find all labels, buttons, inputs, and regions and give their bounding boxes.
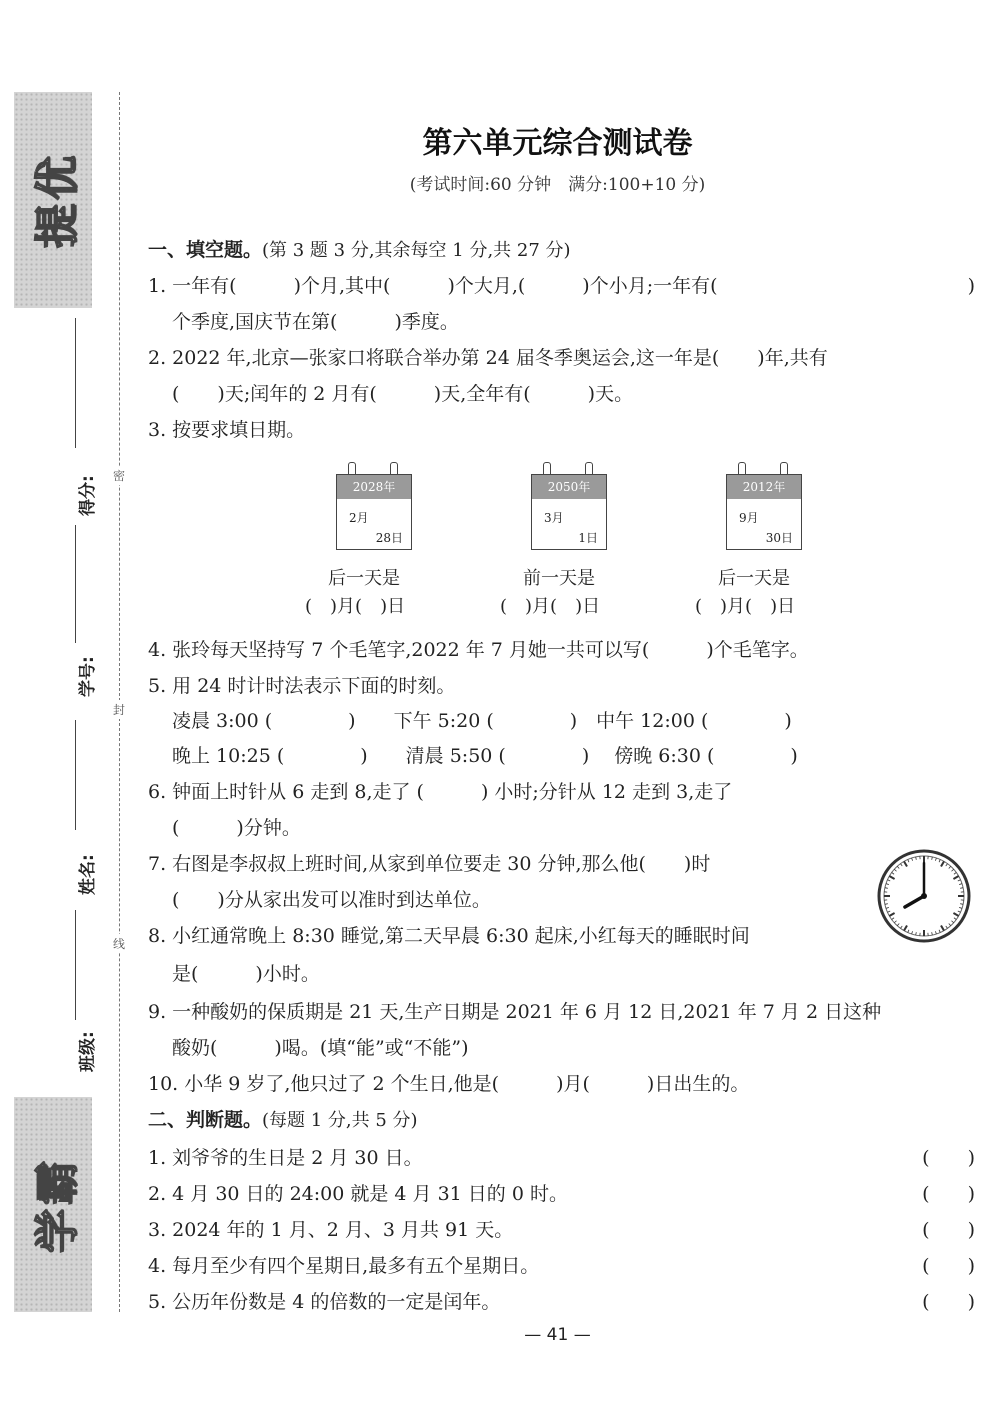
judge-answer-1[interactable]: ( ): [922, 1147, 975, 1169]
class-field: 班级:: [45, 1010, 115, 1100]
q8-line1: 8. 小红通常晚上 8:30 睡觉,第二天早晨 6:30 起床,小红每天的睡眠时间: [148, 925, 750, 947]
calendar-1-caption: 后一天是: [328, 568, 400, 589]
q6-line2: ( )分钟。: [172, 817, 301, 839]
q7-line2: ( )分从家出发可以准时到达单位。: [172, 889, 491, 911]
student-id-field: 学号:: [45, 525, 115, 725]
q5-times-row1: 凌晨 3:00 ( ) 下午 5:20 ( ) 中午 12:00 ( ): [172, 710, 792, 732]
calendar-2-caption: 前一天是: [523, 568, 595, 589]
judge-item-4: 4. 每月至少有四个星期日,最多有五个星期日。 ( ): [148, 1255, 975, 1277]
judge-answer-2[interactable]: ( ): [922, 1183, 975, 1205]
calendar-1-blank: ( )月( )日: [305, 596, 406, 617]
clock-center: [921, 893, 927, 899]
stamp-bottom-text: 学霸: [32, 1156, 83, 1253]
q5-line: 5. 用 24 时计时法表示下面的时刻。: [148, 675, 456, 697]
stamp-top-text: 提优: [32, 152, 83, 248]
q1-line1: 1. 一年有( )个月,其中( )个大月,( )个小月;一年有( ): [148, 275, 975, 297]
calendar-2-blank: ( )月( )日: [500, 596, 601, 617]
page-number: — 41 —: [524, 1325, 591, 1345]
judge-item-1: 1. 刘爷爷的生日是 2 月 30 日。 ( ): [148, 1147, 975, 1169]
q8-line2: 是( )小时。: [172, 963, 320, 985]
page-subtitle: (考试时间:60 分钟 满分:100+10 分): [409, 175, 706, 195]
judge-answer-3[interactable]: ( ): [922, 1219, 975, 1241]
stamp-top: [14, 92, 92, 308]
judge-item-3: 3. 2024 年的 1 月、2 月、3 月共 91 天。 ( ): [148, 1219, 975, 1241]
judge-item-5: 5. 公历年份数是 4 的倍数的一定是闰年。 ( ): [148, 1291, 975, 1313]
score-field: 得分:: [45, 318, 115, 518]
binding-margin: [0, 0, 125, 1403]
seal-char-xian: 线: [113, 934, 125, 953]
judge-answer-5[interactable]: ( ): [922, 1291, 975, 1313]
q10-line: 10. 小华 9 岁了,他只过了 2 个生日,他是( )月( )日出生的。: [148, 1073, 750, 1095]
calendar-3-caption: 后一天是: [718, 568, 790, 589]
q1-line2: 个季度,国庆节在第( )季度。: [172, 311, 459, 333]
q6-line1: 6. 钟面上时针从 6 走到 8,走了 ( ) 小时;分针从 12 走到 3,走了: [148, 781, 733, 803]
clock-icon: [876, 848, 972, 944]
q5-times-row2: 晚上 10:25 ( ) 清晨 5:50 ( ) 傍晚 6:30 ( ): [172, 745, 798, 767]
seal-char-mi: 密: [113, 466, 125, 485]
q2-line1: 2. 2022 年,北京—张家口将联合举办第 24 届冬季奥运会,这一年是( )年,共有: [148, 347, 828, 369]
section2-heading: 二、判断题。(每题 1 分,共 5 分): [148, 1109, 418, 1131]
judge-answer-4[interactable]: ( ): [922, 1255, 975, 1277]
page-title: 第六单元综合测试卷: [422, 126, 693, 161]
q4-line: 4. 张玲每天坚持写 7 个毛笔字,2022 年 7 月她一共可以写( )个毛笔字。: [148, 639, 809, 661]
q2-line2: ( )天;闰年的 2 月有( )天,全年有( )天。: [172, 383, 634, 405]
q7-line1: 7. 右图是李叔叔上班时间,从家到单位要走 30 分钟,那么他( )时: [148, 853, 711, 875]
section1-heading: 一、填空题。(第 3 题 3 分,其余每空 1 分,共 27 分): [148, 239, 571, 261]
exam-content: [140, 0, 975, 1403]
q9-line1: 9. 一种酸奶的保质期是 21 天,生产日期是 2021 年 6 月 12 日,2021 年 7 月 2 日这种: [148, 1001, 882, 1023]
q9-line2: 酸奶( )喝。(填“能”或“不能”): [172, 1037, 469, 1059]
stamp-bottom: [14, 1097, 92, 1312]
calendar-1: 2028年 2月 28日: [336, 462, 412, 550]
q3-line: 3. 按要求填日期。: [148, 419, 306, 441]
seal-char-feng: 封: [113, 700, 125, 719]
calendar-3-blank: ( )月( )日: [695, 596, 796, 617]
calendar-2: 2050年 3月 1日: [531, 462, 607, 550]
calendar-3: 2012年 9月 30日: [726, 462, 802, 550]
judge-item-2: 2. 4 月 30 日的 24:00 就是 4 月 31 日的 0 时。 ( ): [148, 1183, 975, 1205]
name-field: 姓名:: [45, 720, 115, 920]
